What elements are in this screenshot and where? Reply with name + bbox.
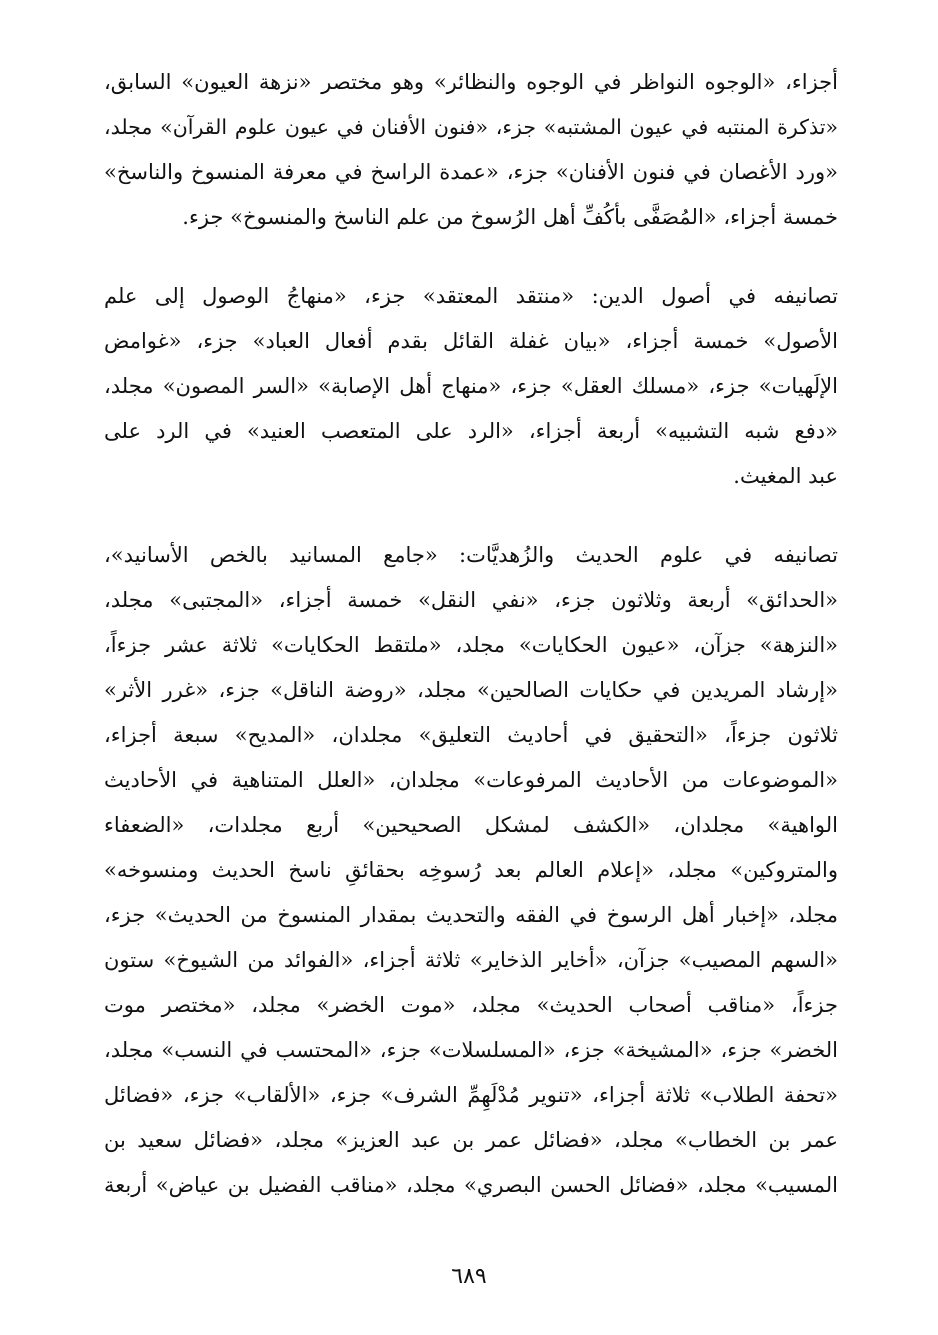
text-line: الخضر» جزء، «المشيخة» جزء، «المسلسلات» جزء، «المحتسب في النسب» مجلد، [104,1038,838,1062]
text-line: «تذكرة المنتبه في عيون المشتبه» جزء، «فنون الأفنان في عيون علوم القرآن» مجلد، [104,115,838,139]
text-line: «الموضوعات من الأحاديث المرفوعات» مجلدان، «العلل المتناهية في الأحاديث [104,768,838,792]
text-line: جزءاً، «مناقب أصحاب الحديث» مجلد، «موت الخضر» مجلد، «مختصر موت [104,993,838,1017]
text-line: عمر بن الخطاب» مجلد، «فضائل عمر بن عبد العزيز» مجلد، «فضائل سعيد بن [104,1128,838,1152]
text-line: الإلَهيات» جزء، «مسلك العقل» جزء، «منهاج أهل الإصابة» «السر المصون» مجلد، [104,374,838,398]
text-line: والمتروكين» مجلد، «إعلام العالم بعد رُسوخِه بحقائقِ ناسخ الحديث ومنسوخه» [104,858,838,882]
text-line: «السهم المصيب» جزآن، «أخاير الذخاير» ثلاثة أجزاء، «الفوائد من الشيوخ» ستون [104,948,838,972]
text-line: المسيب» مجلد، «فضائل الحسن البصري» مجلد، «مناقب الفضيل بن عياض» أربعة [104,1173,838,1197]
text-line: خمسة أجزاء، «المُصَفَّى بأكُفِّ أهل الرُسوخ من علم الناسخ والمنسوخ» جزء. [182,205,838,229]
text-line: «الحدائق» أربعة وثلاثون جزء، «نفي النقل» خمسة أجزاء، «المجتبى» مجلد، [104,588,839,612]
text-line: «النزهة» جزآن، «عيون الحكايات» مجلد، «ملتقط الحكايات» ثلاثة عشر جزءاً، [104,633,838,657]
text-line: الواهية» مجلدان، «الكشف لمشكل الصحيحين» أربع مجلدات، «الضعفاء [104,813,838,837]
text-line: تصانيفه في أصول الدين: «منتقد المعتقد» جزء، «منهاجُ الوصول إلى علم [104,284,838,308]
text-line: الأصول» خمسة أجزاء، «بيان غفلة القائل بقدم أفعال العباد» جزء، «غوامض [104,329,838,353]
text-line: أجزاء، «الوجوه النواظر في الوجوه والنظائر» وهو مختصر «نزهة العيون» السابق، [104,70,838,94]
text-line: مجلد، «إخبار أهل الرسوخ في الفقه والتحديث بمقدار المنسوخ من الحديث» جزء، [104,903,838,927]
text-line: تصانيفه في علوم الحديث والزُهديَّات: «جامع المسانيد بالخص الأسانيد»، [104,543,838,567]
text-line: «تحفة الطلاب» ثلاثة أجزاء، «تنوير مُدْلَهِمِّ الشرف» جزء، «الألقاب» جزء، «فضائل [104,1083,838,1107]
text-line: «ورد الأغصان في فنون الأفنان» جزء، «عمدة الراسخ في معرفة المنسوخ والناسخ» [104,160,838,184]
page-number: ٦٨٩ [451,1264,487,1289]
text-line: «إرشاد المريدين في حكايات الصالحين» مجلد، «روضة الناقل» جزء، «غرر الأثر» [104,678,838,702]
text-line: «دفع شبه التشبيه» أربعة أجزاء، «الرد على المتعصب العنيد» في الرد على [104,419,838,443]
text-line: عبد المغيث. [733,464,838,488]
text-line: ثلاثون جزءاً، «التحقيق في أحاديث التعليق» مجلدان، «المديح» سبعة أجزاء، [104,723,838,747]
